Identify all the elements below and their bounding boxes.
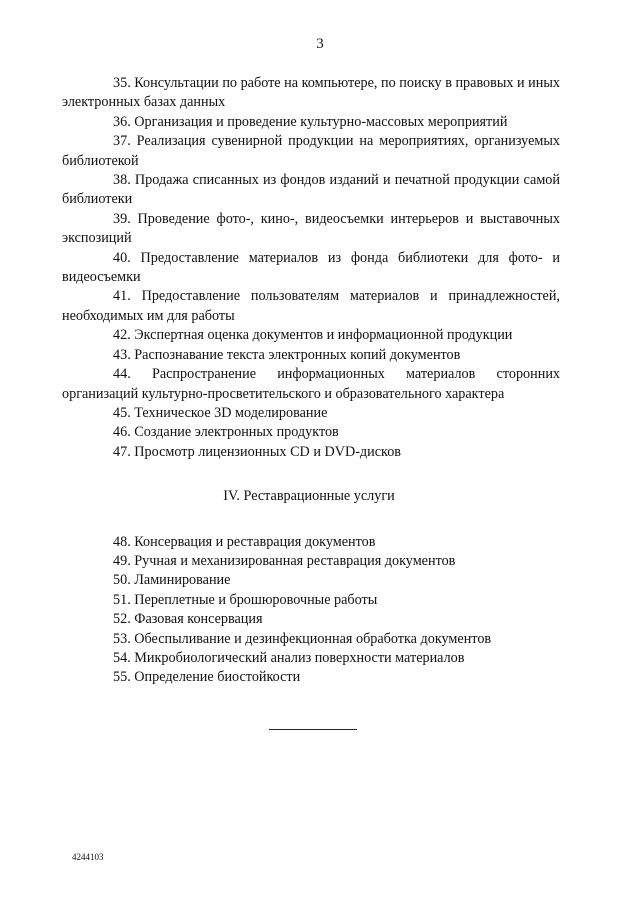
list-item: 51. Переплетные и брошюровочные работы bbox=[113, 591, 378, 608]
list-item: 44. Распространение информационных материалов сторонних организаций культурно-просветительского и образовательного характера bbox=[62, 366, 560, 402]
list-item: 37. Реализация сувенирной продукции на мероприятиях, организуемых библиотекой bbox=[62, 133, 560, 169]
list-item: 48. Консервация и реставрация документов bbox=[113, 533, 376, 550]
list-item: 55. Определение биостойкости bbox=[113, 669, 301, 686]
list-item: 38. Продажа списанных из фондов изданий и печатной продукции самой библиотеки bbox=[62, 172, 560, 208]
restoration-services-list bbox=[62, 533, 560, 688]
list-item: 49. Ручная и механизированная реставрация документов bbox=[113, 552, 456, 569]
document-body bbox=[62, 74, 560, 688]
closing-divider bbox=[269, 729, 357, 730]
list-item: 43. Распознавание текста электронных копий документов bbox=[113, 346, 461, 363]
list-item: 36. Организация и проведение культурно-массовых мероприятий bbox=[113, 113, 508, 130]
list-item: 35. Консультации по работе на компьютере, по поиску в правовых и иных электронных базах данных bbox=[62, 75, 560, 111]
services-list bbox=[62, 74, 560, 462]
list-item: 45. Техническое 3D моделирование bbox=[113, 404, 328, 421]
list-item: 50. Ламинирование bbox=[113, 572, 231, 589]
list-item: 40. Предоставление материалов из фонда библиотеки для фото- и видеосъемки bbox=[62, 249, 560, 286]
document-code: 4244103 bbox=[72, 852, 104, 862]
list-item: 41. Предоставление пользователям материалов и принадлежностей, необходимых им для работы bbox=[62, 288, 560, 324]
list-item: 39. Проведение фото-, кино-, видеосъемки интерьеров и выставочных экспозиций bbox=[62, 210, 560, 247]
list-item: 52. Фазовая консервация bbox=[113, 611, 263, 628]
list-item: 42. Экспертная оценка документов и информационной продукции bbox=[113, 327, 513, 344]
section-heading: IV. Реставрационные услуги bbox=[223, 488, 395, 505]
list-item: 54. Микробиологический анализ поверхности материалов bbox=[113, 649, 465, 666]
page-number: 3 bbox=[316, 36, 324, 52]
list-item: 46. Создание электронных продуктов bbox=[113, 424, 339, 441]
list-item: 53. Обеспыливание и дезинфекционная обработка документов bbox=[113, 630, 492, 647]
list-item: 47. Просмотр лицензионных CD и DVD-дисков bbox=[113, 443, 401, 460]
